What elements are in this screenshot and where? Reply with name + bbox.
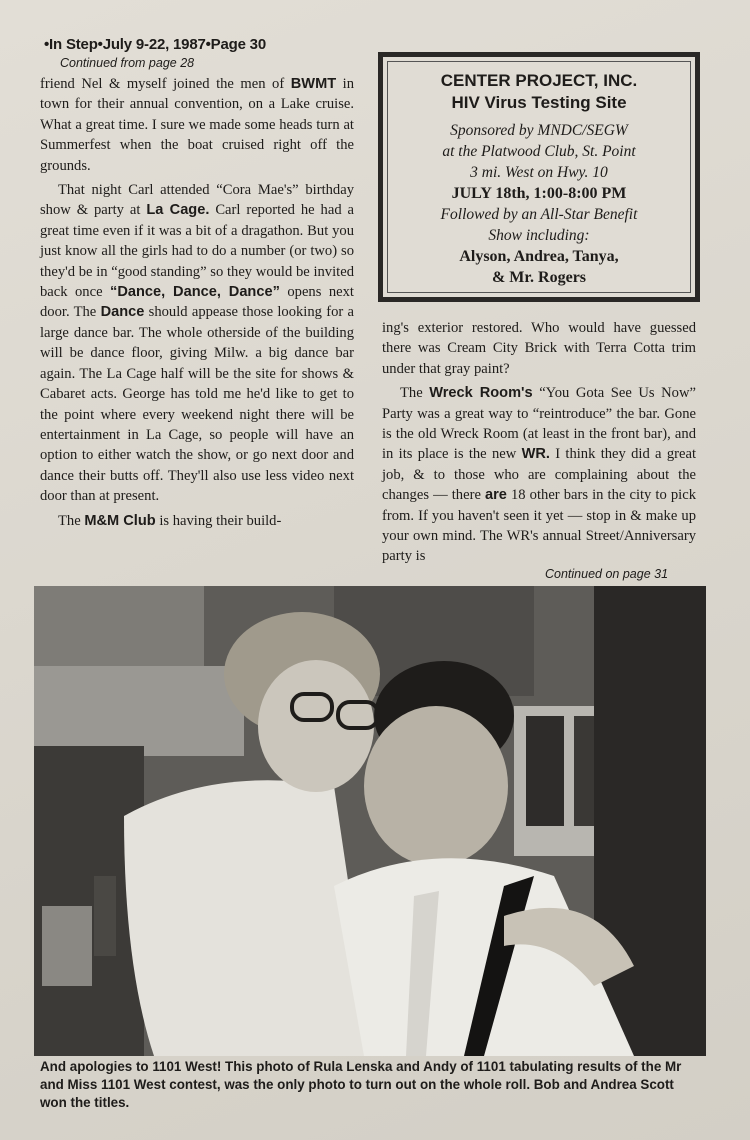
ad-performers-2: & Mr. Rogers [491, 269, 587, 286]
paragraph-bwmt: friend Nel & myself joined the men of BWMT in town for their annual convention, on a Lake cruise. What a great time. I sure we made some heads turn at Summerfest when the boat cruised right off the grounds. [40, 76, 355, 174]
ad-title-site: HIV Virus Testing Site [451, 93, 627, 112]
photo-illustration [34, 586, 706, 1056]
ad-sponsor: Sponsored by MNDC/SEGW [450, 122, 628, 139]
ad-box-inner-border [387, 61, 691, 293]
ad-date: JULY 18th, 1:00-8:00 PM [451, 185, 627, 202]
right-column [382, 318, 696, 571]
paragraph-mm-club: The M&M Club is having their build- [58, 512, 282, 529]
paragraph-wreck-room: The Wreck Room's “You Gota See Us Now” Party was a great way to “reintroduce” the bar. Gone is the old Wreck Room (at least in the front bar), and in its place is the new WR. I think they did a great job, & to those who are complaining about the changes — there are 18 other bars in the city to pick from. If you haven't seen it yet — stop in & make up your own mind. The WR's annual Street/Anniversary party is [382, 385, 696, 565]
ad-performers: Alyson, Andrea, Tanya, [459, 248, 619, 265]
ad-title-org: CENTER PROJECT, INC. [440, 71, 638, 90]
ad-directions: 3 mi. West on Hwy. 10 [470, 164, 608, 181]
continued-from-note: Continued from page 28 [60, 56, 195, 70]
paragraph-la-cage: That night Carl attended “Cora Mae's” birthday show & party at La Cage. Carl reported he had a great time even if it was a bit of a dragathon. But you just know all the girls had to do a number (or two) so they'd be in “good standing” so they would be invited back once “Dance, Dance, Dance” opens next door. The Dance should appease those looking for a large dance bar. The whole otherside of the building will be dance floor, giving Milw. a big dance bar again. The La Cage half will be the site for shows & Cabaret acts. George has told me he'd like to get to the point where every weekend night there will be entertainment in La Cage, so people will have an option to either watch the show, or go next door and dance their butts off. They'll also use less video next door than at present. [40, 182, 355, 505]
paragraph-mm-exterior: ing's exterior restored. Who would have guessed there was Cream City Brick with Terra Cotta trim under that gray paint? [382, 320, 696, 377]
continued-on-note: Continued on page 31 [545, 567, 669, 581]
ad-show-including: Show including: [488, 227, 590, 244]
ad-benefit: Followed by an All-Star Benefit [440, 206, 638, 223]
black-and-white-photo [34, 586, 706, 1056]
running-head: •In Step•July 9-22, 1987•Page 30 [44, 36, 266, 53]
left-column [40, 74, 354, 535]
photo-caption: And apologies to 1101 West! This photo of Rula Lenska and Andy of 1101 tabulating results of the Mr and Miss 1101 West contest, was the only photo to turn out on the whole roll. Bob and Andrea Scott won the titles. [40, 1059, 682, 1110]
ad-location: at the Platwood Club, St. Point [442, 143, 636, 160]
hiv-testing-ad-box [378, 52, 700, 302]
